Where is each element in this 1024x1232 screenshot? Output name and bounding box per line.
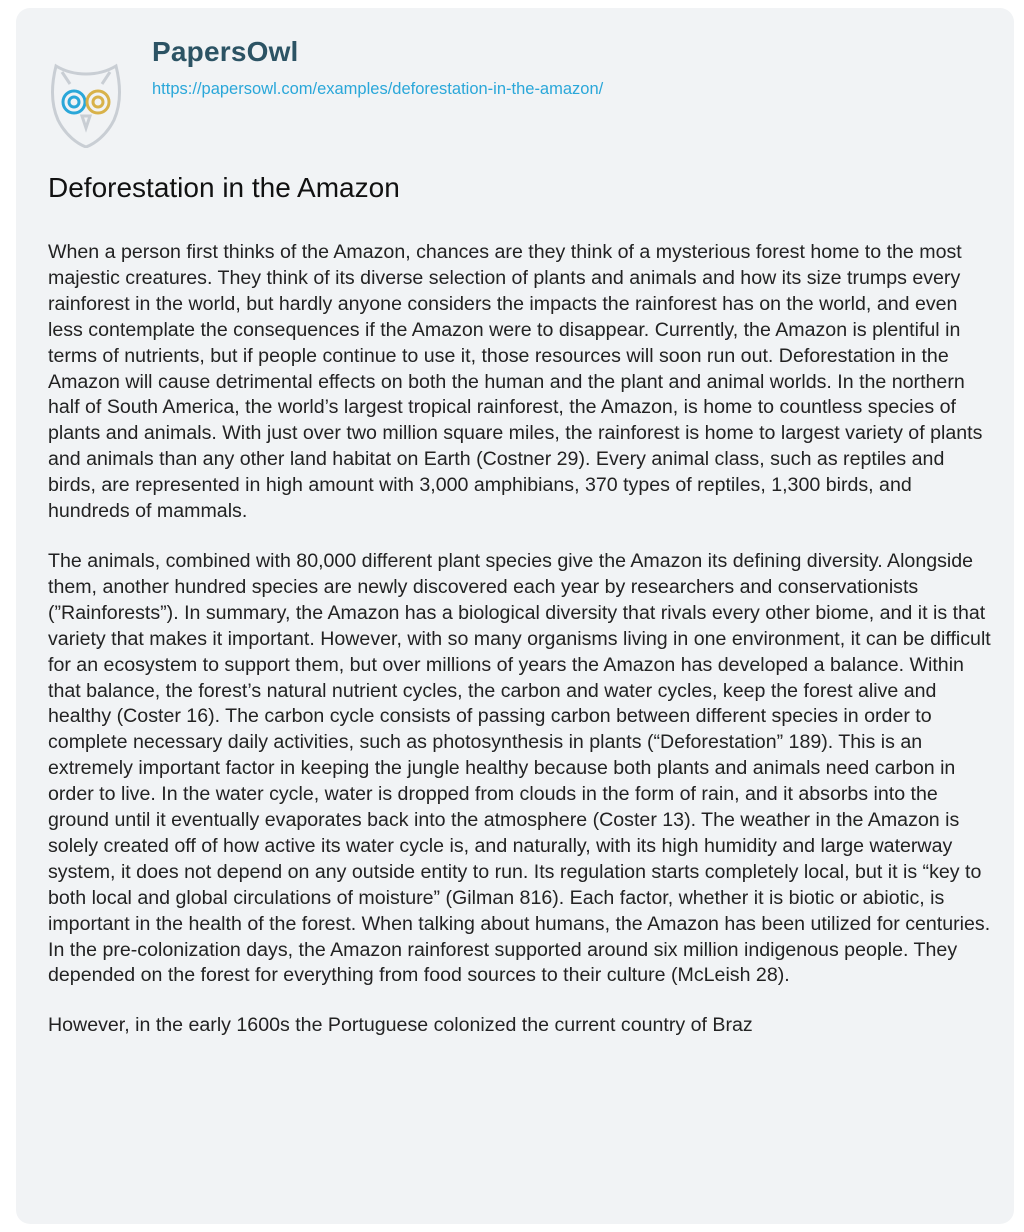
paragraph-1: When a person first thinks of the Amazon, chances are they think of a mysterious forest home to the most majestic creatures. They think of its diverse selection of plants and animals and how its size trumps every rainforest in the world, but hardly anyone considers the impacts the rainforest has on the world, and even less contemplate the consequences if the Amazon were to disappear. Currently, the Amazon is plentiful in terms of nutrients, but if people continue to use it, those resources will soon run out. Deforestation in the Amazon will cause detrimental effects on both the human and the plant and animal worlds. In the northern half of South America, the world’s largest tropical rainforest, the Amazon, is home to countless species of plants and animals. With just over two million square miles, the rainforest is home to largest variety of plants and animals than any other land habitat on Earth (Costner 29). Every animal class, such as reptiles and birds, are represented in high amount with 3,000 amphibians, 370 types of reptiles, 1,300 birds, and hundreds of mammals.: [48, 241, 983, 523]
document-card: [16, 8, 1014, 1224]
paragraph-2: The animals, combined with 80,000 different plant species give the Amazon its defining diversity. Alongside them, another hundred species are newly discovered each year by researchers and conservationists (”Rainforests”). In summary, the Amazon has a biological diversity that rivals every other biome, and it is that variety that makes it important. However, with so many organisms living in one environment, it can be difficult for an ecosystem to support them, but over millions of years the Amazon has developed a balance. Within that balance, the forest’s natural nutrient cycles, the carbon and water cycles, keep the forest alive and healthy (Coster 16). The carbon cycle consists of passing carbon between different species in order to complete necessary daily activities, such as photosynthesis in plants (“Deforestation” 189). This is an extremely important factor in keeping the jungle healthy because both plants and animals need carbon in order to live. In the water cycle, water is dropped from clouds in the form of rain, and it absorbs into the ground until it eventually evaporates back into the atmosphere (Coster 13). The weather in the Amazon is solely created off of how active its water cycle is, and naturally, with its high humidity and large waterway system, it does not depend on any outside entity to run. Its regulation starts completely local, but it is “key to both local and global circulations of moisture” (Gilman 816). Each factor, whether it is biotic or abiotic, is important in the health of the forest. When talking about humans, the Amazon has been utilized for centuries. In the pre-colonization days, the Amazon rainforest supported around six million indigenous people. They depended on the forest for everything from food sources to their culture (McLeish 28).: [48, 549, 991, 987]
paragraph-3: However, in the early 1600s the Portuguese colonized the current country of Braz: [48, 1014, 753, 1037]
document-body: [48, 240, 994, 1063]
owl-logo-icon: [48, 62, 124, 148]
brand-name: PapersOwl: [152, 36, 299, 67]
document-title: Deforestation in the Amazon: [48, 172, 400, 203]
source-url-link[interactable]: https://papersowl.com/examples/deforestation-in-the-amazon/: [152, 80, 604, 98]
